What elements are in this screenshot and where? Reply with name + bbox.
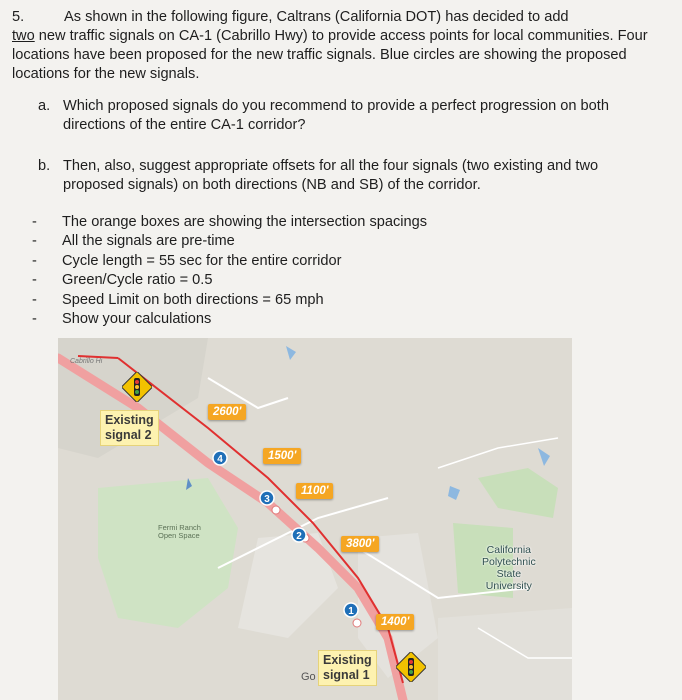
intro-text-rest: new traffic signals on CA-1 (Cabrillo Hwy) to provide access points for local communities. Four locations have been proposed for the new traffic signals. Blue circles are showing the proposed locations for the new signals. bbox=[12, 28, 648, 82]
traffic-signal-icon bbox=[122, 372, 152, 402]
proposed-signal-marker-3 bbox=[259, 490, 275, 506]
bullet-item: - Cycle length = 55 sec for the entire corridor bbox=[32, 252, 632, 271]
corridor-map bbox=[58, 338, 572, 700]
proposed-signal-marker-2 bbox=[291, 527, 307, 543]
question-a bbox=[38, 97, 638, 135]
problem-number: 5. bbox=[12, 9, 25, 25]
bullet-item: - Speed Limit on both directions = 65 mph bbox=[32, 291, 632, 310]
map-logo-fragment: Go bbox=[301, 671, 316, 683]
traffic-signal-icon bbox=[396, 652, 426, 682]
proposed-signal-marker-1 bbox=[343, 602, 359, 618]
spacing-tag: 3800' bbox=[341, 536, 379, 552]
existing-signal-1-label: Existing signal 1 bbox=[318, 650, 377, 686]
existing-signal-2-label: Existing signal 2 bbox=[100, 410, 159, 446]
road-label: Cabrillo Hi bbox=[70, 358, 103, 365]
spacing-tag: 2600' bbox=[208, 404, 246, 420]
proposed-signal-marker-4 bbox=[212, 450, 228, 466]
bullet-item: - The orange boxes are showing the intersection spacings bbox=[32, 213, 632, 232]
given-data-list bbox=[32, 213, 632, 329]
intro-underlined-word: two bbox=[12, 28, 35, 44]
spacing-tag: 1100' bbox=[296, 483, 333, 499]
question-b-label: b. bbox=[38, 158, 51, 174]
question-a-label: a. bbox=[38, 98, 51, 114]
intro-text-start: As shown in the following figure, Caltrans (California DOT) has decided to add bbox=[64, 9, 569, 25]
park-label: Fermi Ranch Open Space bbox=[158, 523, 201, 540]
question-b-text: Then, also, suggest appropriate offsets for all the four signals (two existing and two proposed signals) on both directions (NB and SB) of the corridor. bbox=[63, 158, 599, 193]
problem-intro bbox=[12, 8, 652, 84]
university-label: California Polytechnic State University bbox=[482, 544, 536, 592]
svg-text:2: 2 bbox=[296, 531, 302, 542]
svg-text:4: 4 bbox=[217, 454, 223, 465]
spacing-tag: 1400' bbox=[376, 614, 414, 630]
svg-text:1: 1 bbox=[348, 606, 354, 617]
bullet-item: - Green/Cycle ratio = 0.5 bbox=[32, 271, 632, 290]
bullet-item: - All the signals are pre-time bbox=[32, 232, 632, 251]
bullet-item: - Show your calculations bbox=[32, 310, 632, 329]
question-b bbox=[38, 157, 638, 195]
spacing-tag: 1500' bbox=[263, 448, 301, 464]
question-a-text: Which proposed signals do you recommend to provide a perfect progression on both directions of the entire CA-1 corridor? bbox=[63, 98, 609, 133]
svg-text:3: 3 bbox=[264, 494, 270, 505]
